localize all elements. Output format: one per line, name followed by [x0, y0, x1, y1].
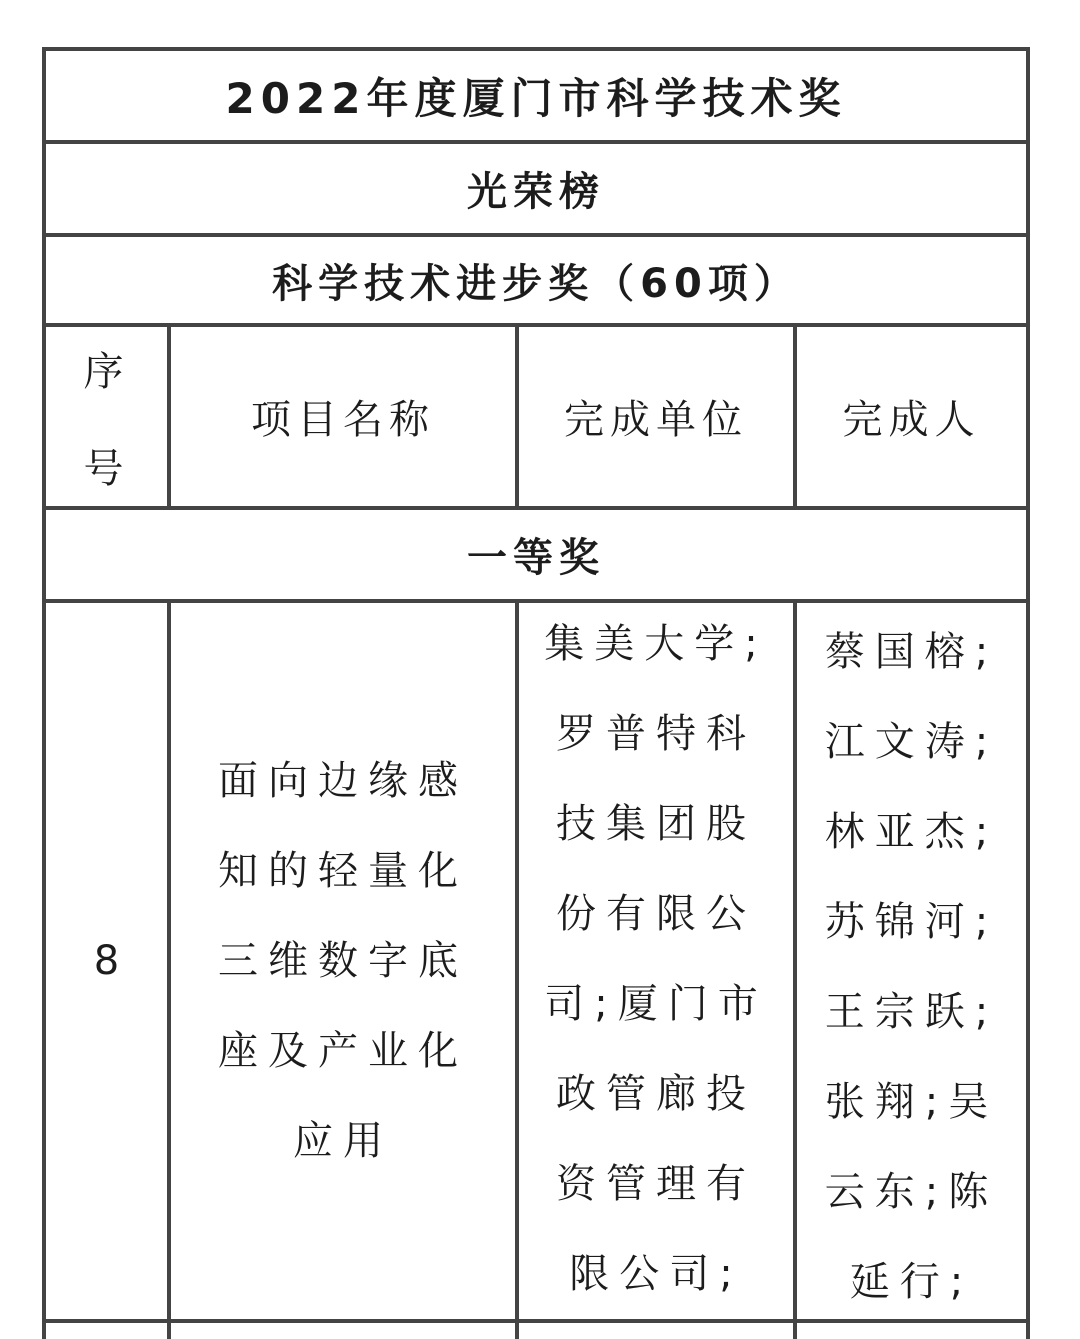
unit-line: 政管廊投 — [555, 1071, 756, 1117]
grade-heading — [42, 506, 1030, 599]
unit-line: 限公司; — [569, 1251, 743, 1297]
row-index-value: 8 — [93, 938, 120, 984]
subtitle-text: 光荣榜 — [467, 169, 605, 215]
project-line: 座及产业化 — [218, 1028, 468, 1074]
unit-line: 集美大学; — [544, 621, 768, 667]
people-line: 苏锦河; — [824, 899, 999, 945]
project-line: 应用 — [293, 1118, 393, 1164]
people-line: 江文涛; — [824, 719, 999, 765]
people-line: 王宗跃; — [824, 989, 999, 1035]
title-text: 2022年度厦门市科学技术奖 — [225, 73, 847, 123]
project-line: 面向边缘感 — [218, 758, 468, 804]
next-row-edge — [42, 1319, 1030, 1339]
project-line: 知的轻量化 — [218, 848, 468, 894]
next-cell — [171, 1323, 519, 1339]
column-header-row — [42, 323, 1030, 506]
unit-line: 资管理有 — [555, 1161, 756, 1207]
next-cell — [797, 1323, 1026, 1339]
header-project — [171, 327, 519, 506]
header-people-label: 完成人 — [842, 397, 981, 443]
next-cell — [46, 1323, 171, 1339]
honor-roll-heading — [42, 140, 1030, 233]
header-unit-label: 完成单位 — [564, 397, 748, 443]
awards-table — [42, 47, 1030, 1339]
unit-line: 份有限公 — [555, 891, 756, 937]
header-index-line1: 序 — [83, 348, 130, 395]
header-project-label: 项目名称 — [251, 397, 435, 443]
people-line: 云东;陈 — [824, 1169, 999, 1215]
people-line: 蔡国榕; — [824, 629, 999, 675]
row-project — [171, 603, 519, 1319]
people-line: 林亚杰; — [824, 809, 999, 855]
table-title — [42, 47, 1030, 140]
header-index-line2: 号 — [83, 445, 130, 492]
people-line: 延行; — [849, 1259, 974, 1305]
header-unit — [519, 327, 797, 506]
next-cell — [519, 1323, 797, 1339]
header-people — [797, 327, 1026, 506]
unit-line: 罗普特科 — [555, 711, 756, 757]
unit-line: 技集团股 — [555, 801, 756, 847]
header-index — [46, 327, 171, 506]
table-row — [42, 599, 1030, 1319]
category-text: 科学技术进步奖（60项） — [272, 260, 800, 307]
category-heading — [42, 233, 1030, 323]
grade-text: 一等奖 — [467, 535, 605, 581]
people-line: 张翔;吴 — [824, 1079, 999, 1125]
row-unit — [519, 603, 797, 1319]
row-index — [46, 603, 171, 1319]
unit-line: 司;厦门市 — [544, 981, 768, 1027]
row-people — [797, 603, 1026, 1319]
project-line: 三维数字底 — [218, 938, 468, 984]
